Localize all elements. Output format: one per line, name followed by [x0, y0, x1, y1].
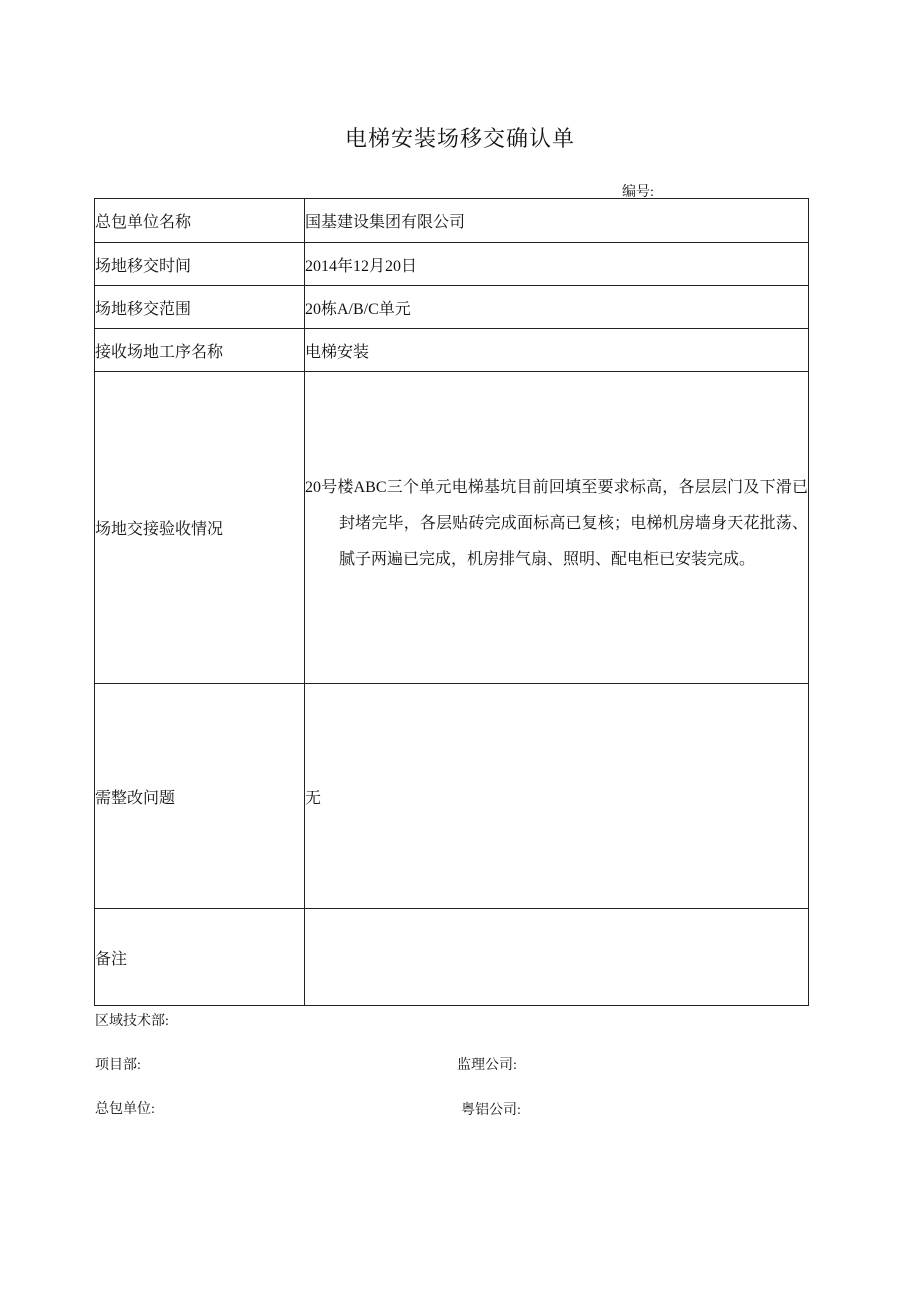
- project-dept-label: 项目部:: [95, 1058, 141, 1073]
- table-row: [95, 329, 809, 372]
- document-number-label: 编号:: [622, 185, 654, 200]
- table-row: [95, 199, 809, 243]
- row-label: 场地移交范围: [95, 286, 305, 329]
- handover-form-table: [94, 198, 809, 1006]
- row-label: 备注: [95, 909, 305, 1006]
- row-value: 国基建设集团有限公司: [305, 199, 809, 243]
- table-row: [95, 286, 809, 329]
- row-value: 无: [305, 684, 809, 909]
- row-value: [305, 909, 809, 1006]
- regional-tech-label: 区域技术部:: [95, 1014, 169, 1029]
- row-value: 2014年12月20日: [305, 243, 809, 286]
- general-contractor-label: 总包单位:: [95, 1102, 155, 1117]
- row-value: 20栋A/B/C单元: [305, 286, 809, 329]
- row-value: 电梯安装: [305, 329, 809, 372]
- row-label: 接收场地工序名称: [95, 329, 305, 372]
- document-title: 电梯安装场移交确认单: [344, 126, 575, 151]
- table-row: [95, 684, 809, 909]
- row-label: 需整改问题: [95, 684, 305, 909]
- table-row: [95, 909, 809, 1006]
- table-row: [95, 243, 809, 286]
- row-label: 场地交接验收情况: [95, 372, 305, 684]
- yuelu-company-label: 粤铝公司:: [461, 1103, 521, 1118]
- table-row: [95, 372, 809, 684]
- handover-situation-text: 20号楼ABC三个单元电梯基坑目前回填至要求标高，各层层门及下滑已封堵完毕，各层贴砖完成面标高已复核；电梯机房墙身天花批荡、腻子两遍已完成，机房排气扇、照明、配电柜已安装完成。: [305, 478, 808, 568]
- row-label: 场地移交时间: [95, 243, 305, 286]
- row-label: 总包单位名称: [95, 199, 305, 243]
- supervision-company-label: 监理公司:: [457, 1058, 517, 1073]
